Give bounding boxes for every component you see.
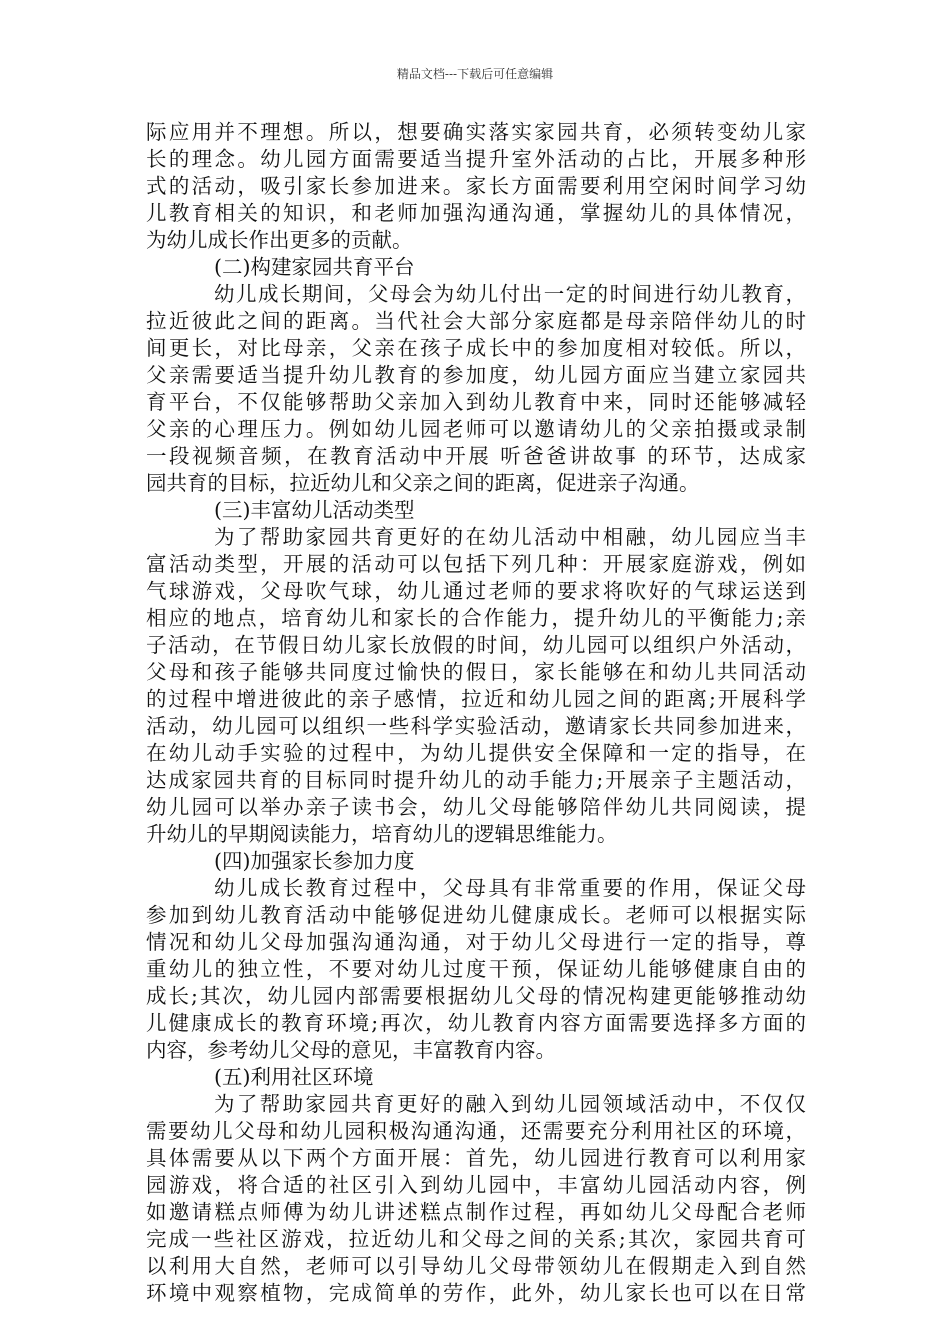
text-line: 情况和幼儿父母加强沟通沟通，对于幼儿父母进行一定的指导，尊	[146, 930, 806, 954]
text-line: 重幼儿的独立性，不要对幼儿过度干预，保证幼儿能够健康自由的	[146, 957, 806, 981]
text-line: 如邀请糕点师傅为幼儿讲述糕点制作过程，再如幼儿父母配合老师	[146, 1200, 806, 1224]
text-line: 完成一些社区游戏，拉近幼儿和父母之间的关系;其次，家园共育可	[146, 1227, 806, 1251]
text-line: 式的活动，吸引家长参加进来。家长方面需要利用空闲时间学习幼	[146, 174, 806, 198]
text-line: 为了帮助家园共育更好的在幼儿活动中相融，幼儿园应当丰	[214, 525, 806, 549]
text-line: 内容，参考幼儿父母的意见，丰富教育内容。	[146, 1038, 556, 1062]
text-line: 成长;其次，幼儿园内部需要根据幼儿父母的情况构建更能够推动幼	[146, 984, 806, 1008]
section-heading	[146, 254, 806, 281]
text-line: 参加到幼儿教育活动中能够促进幼儿健康成长。老师可以根据实际	[146, 903, 806, 927]
paragraph	[146, 281, 806, 497]
text-line: 育平台，不仅能够帮助父亲加入到幼儿教育中来，同时还能够减轻	[146, 390, 806, 414]
paragraph	[146, 119, 806, 254]
paragraph	[146, 1091, 806, 1307]
text-line: 父亲的心理压力。例如幼儿园老师可以邀请幼儿的父亲拍摄或录制	[146, 417, 806, 441]
section-heading	[146, 848, 806, 875]
heading-text: (四)加强家长参加力度	[214, 849, 415, 873]
text-line: 达成家园共育的目标同时提升幼儿的动手能力;开展亲子主题活动，	[146, 768, 806, 792]
text-line: 幼儿园可以举办亲子读书会，幼儿父母能够陪伴幼儿共同阅读，提	[146, 795, 806, 819]
text-line: 为幼儿成长作出更多的贡献。	[146, 228, 413, 252]
text-line: 需要幼儿父母和幼儿园积极沟通沟通，还需要充分利用社区的环境，	[146, 1119, 806, 1143]
text-line: 儿健康成长的教育环境;再次，幼儿教育内容方面需要选择多方面的	[146, 1011, 806, 1035]
heading-text: (五)利用社区环境	[214, 1065, 374, 1089]
text-line: 园游戏，将合适的社区引入到幼儿园中，丰富幼儿园活动内容，例	[146, 1173, 806, 1197]
page-header: 精品文档---下载后可任意编辑	[396, 67, 554, 81]
text-line: 环境中观察植物，完成简单的劳作，此外，幼儿家长也可以在日常	[146, 1281, 806, 1305]
text-line: 以利用大自然，老师可以引导幼儿父母带领幼儿在假期走入到自然	[146, 1254, 806, 1278]
text-line: 父亲需要适当提升幼儿教育的参加度，幼儿园方面应当建立家园共	[146, 363, 806, 387]
heading-text: (二)构建家园共育平台	[214, 255, 415, 279]
text-line: 父母和孩子能够共同度过愉快的假日，家长能够在和幼儿共同活动	[146, 660, 806, 684]
section-heading	[146, 1064, 806, 1091]
text-line: 幼儿成长期间，父母会为幼儿付出一定的时间进行幼儿教育，	[214, 282, 806, 306]
text-line: 富活动类型，开展的活动可以包括下列几种：开展家庭游戏，例如	[146, 552, 806, 576]
paragraph	[146, 524, 806, 848]
text-line: 为了帮助家园共育更好的融入到幼儿园领域活动中，不仅仅	[214, 1092, 806, 1116]
text-line: 拉近彼此之间的距离。当代社会大部分家庭都是母亲陪伴幼儿的时	[146, 309, 806, 333]
text-line: 活动，幼儿园可以组织一些科学实验活动，邀请家长共同参加进来，	[146, 714, 806, 738]
text-line: 的过程中增进彼此的亲子感情，拉近和幼儿园之间的距离;开展科学	[146, 687, 806, 711]
text-line: 在幼儿动手实验的过程中，为幼儿提供安全保障和一定的指导，在	[146, 741, 806, 765]
section-heading	[146, 497, 806, 524]
text-line: 升幼儿的早期阅读能力，培育幼儿的逻辑思维能力。	[146, 822, 618, 846]
text-line: 幼儿成长教育过程中，父母具有非常重要的作用，保证父母	[214, 876, 806, 900]
text-line: 子活动，在节假日幼儿家长放假的时间，幼儿园可以组织户外活动，	[146, 633, 806, 657]
text-line: 园共育的目标，拉近幼儿和父亲之间的距离，促进亲子沟通。	[146, 471, 700, 495]
heading-text: (三)丰富幼儿活动类型	[214, 498, 415, 522]
text-line: 气球游戏，父母吹气球，幼儿通过老师的要求将吹好的气球运送到	[146, 579, 806, 603]
text-line: 一段视频音频，在教育活动中开展 听爸爸讲故事 的环节，达成家	[146, 444, 806, 468]
document-body	[146, 119, 806, 1307]
text-line: 儿教育相关的知识，和老师加强沟通沟通，掌握幼儿的具体情况，	[146, 201, 806, 225]
text-line: 际应用并不理想。所以，想要确实落实家园共育，必须转变幼儿家	[146, 120, 806, 144]
text-line: 具体需要从以下两个方面开展：首先，幼儿园进行教育可以利用家	[146, 1146, 806, 1170]
paragraph	[146, 875, 806, 1064]
text-line: 长的理念。幼儿园方面需要适当提升室外活动的占比，开展多种形	[146, 147, 806, 171]
text-line: 相应的地点，培育幼儿和家长的合作能力，提升幼儿的平衡能力;亲	[146, 606, 806, 630]
text-line: 间更长，对比母亲，父亲在孩子成长中的参加度相对较低。所以，	[146, 336, 806, 360]
